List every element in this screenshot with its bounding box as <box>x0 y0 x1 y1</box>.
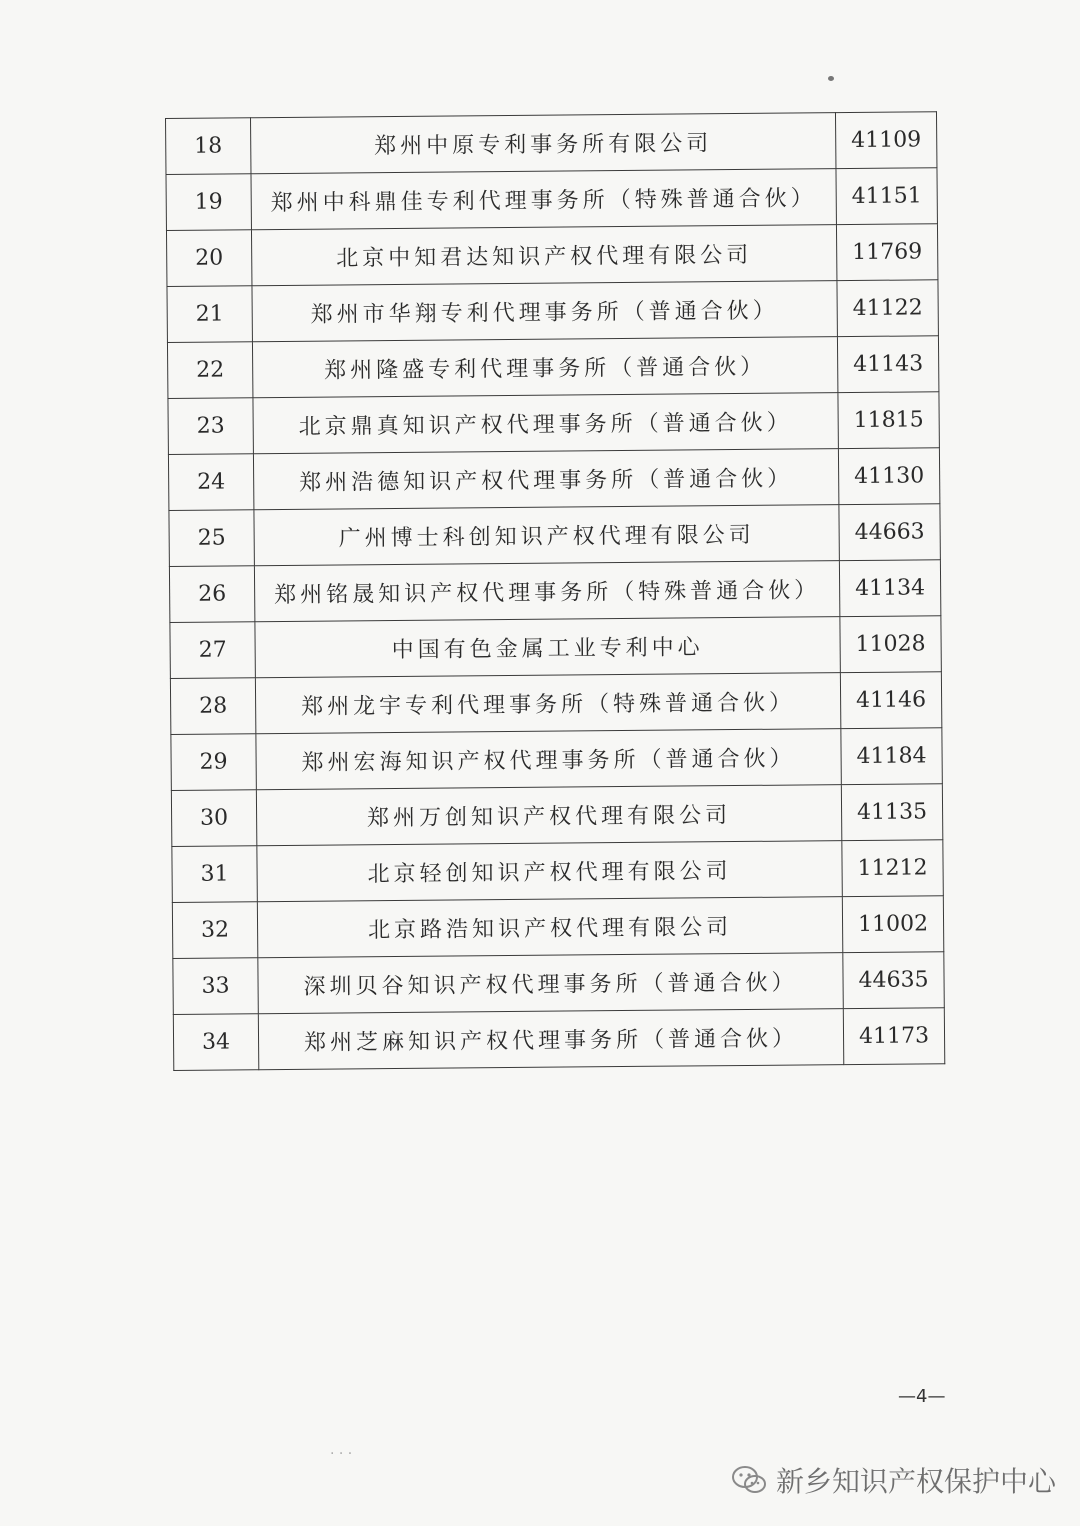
row-number: 31 <box>172 846 257 903</box>
agency-code: 11002 <box>842 896 943 953</box>
agency-name: 郑州中科鼎佳专利代理事务所（特殊普通合伙） <box>251 169 836 230</box>
row-number: 27 <box>170 622 255 679</box>
row-number: 19 <box>166 174 251 231</box>
agency-name: 北京中知君达知识产权代理有限公司 <box>251 225 836 286</box>
agency-name: 北京鼎真知识产权代理事务所（普通合伙） <box>253 393 838 454</box>
agency-code: 41135 <box>841 784 942 841</box>
table-row <box>169 504 940 567</box>
table-row <box>169 560 940 623</box>
row-number: 32 <box>172 902 257 959</box>
agency-code: 41122 <box>837 280 938 337</box>
agency-code: 41151 <box>836 168 937 225</box>
table-row <box>170 672 941 735</box>
table-row <box>172 896 943 959</box>
agency-name: 郑州万创知识产权代理有限公司 <box>256 785 841 846</box>
agency-code: 41134 <box>839 560 940 617</box>
row-number: 33 <box>173 958 258 1015</box>
agency-code: 44663 <box>839 504 940 561</box>
agency-code: 11028 <box>840 616 941 673</box>
agency-name: 深圳贝谷知识产权代理事务所（普通合伙） <box>258 953 843 1014</box>
agency-name: 郑州浩德知识产权代理事务所（普通合伙） <box>253 449 838 510</box>
table-row <box>166 112 937 175</box>
row-number: 29 <box>171 734 256 791</box>
table-row <box>170 616 941 679</box>
agency-code: 41143 <box>837 336 938 393</box>
row-number: 28 <box>170 678 255 735</box>
agency-code: 41109 <box>835 112 936 169</box>
agency-name: 郑州中原专利事务所有限公司 <box>251 113 836 174</box>
table-row <box>167 336 938 399</box>
row-number: 25 <box>169 510 254 567</box>
wechat-icon <box>730 1464 768 1496</box>
table-row <box>173 952 944 1015</box>
row-number: 26 <box>169 566 254 623</box>
row-number: 18 <box>166 118 251 175</box>
agency-code: 41184 <box>841 728 942 785</box>
table-row <box>171 728 942 791</box>
agency-name: 郑州市华翔专利代理事务所（普通合伙） <box>252 281 837 342</box>
table-row <box>167 280 938 343</box>
row-number: 30 <box>171 790 256 847</box>
table-row <box>168 448 939 511</box>
agency-code: 41130 <box>838 448 939 505</box>
watermark <box>730 1460 1056 1500</box>
row-number: 34 <box>173 1014 258 1071</box>
table-row <box>171 784 942 847</box>
row-number: 22 <box>167 342 252 399</box>
agency-code: 11815 <box>838 392 939 449</box>
row-number: 20 <box>166 230 251 287</box>
agency-name: 郑州宏海知识产权代理事务所（普通合伙） <box>256 729 841 790</box>
agency-table <box>165 111 945 1071</box>
row-number: 23 <box>168 398 253 455</box>
agency-name: 广州博士科创知识产权代理有限公司 <box>254 505 839 566</box>
table-row <box>173 1008 944 1071</box>
agency-name: 中国有色金属工业专利中心 <box>255 617 840 678</box>
agency-name: 北京路浩知识产权代理有限公司 <box>257 897 842 958</box>
row-number: 21 <box>167 286 252 343</box>
scan-marks: · · · <box>330 1446 353 1462</box>
agency-code: 41146 <box>840 672 941 729</box>
agency-name: 郑州芝麻知识产权代理事务所（普通合伙） <box>258 1009 843 1070</box>
agency-code: 11769 <box>836 224 937 281</box>
watermark-text: 新乡知识产权保护中心 <box>776 1465 1057 1498</box>
table-row <box>166 224 937 287</box>
row-number: 24 <box>168 454 253 511</box>
page-number: —4— <box>898 1386 946 1407</box>
table-row <box>168 392 939 455</box>
agency-name: 郑州隆盛专利代理事务所（普通合伙） <box>252 337 837 398</box>
agency-code: 41173 <box>843 1008 944 1065</box>
agency-code: 44635 <box>843 952 944 1009</box>
table-row <box>172 840 943 903</box>
agency-code: 11212 <box>842 840 943 897</box>
table-row <box>166 168 937 231</box>
scan-speck <box>828 76 834 81</box>
agency-name: 郑州龙宇专利代理事务所（特殊普通合伙） <box>255 673 840 734</box>
agency-name: 郑州铭晟知识产权代理事务所（特殊普通合伙） <box>254 561 839 622</box>
agency-name: 北京轻创知识产权代理有限公司 <box>257 841 842 902</box>
